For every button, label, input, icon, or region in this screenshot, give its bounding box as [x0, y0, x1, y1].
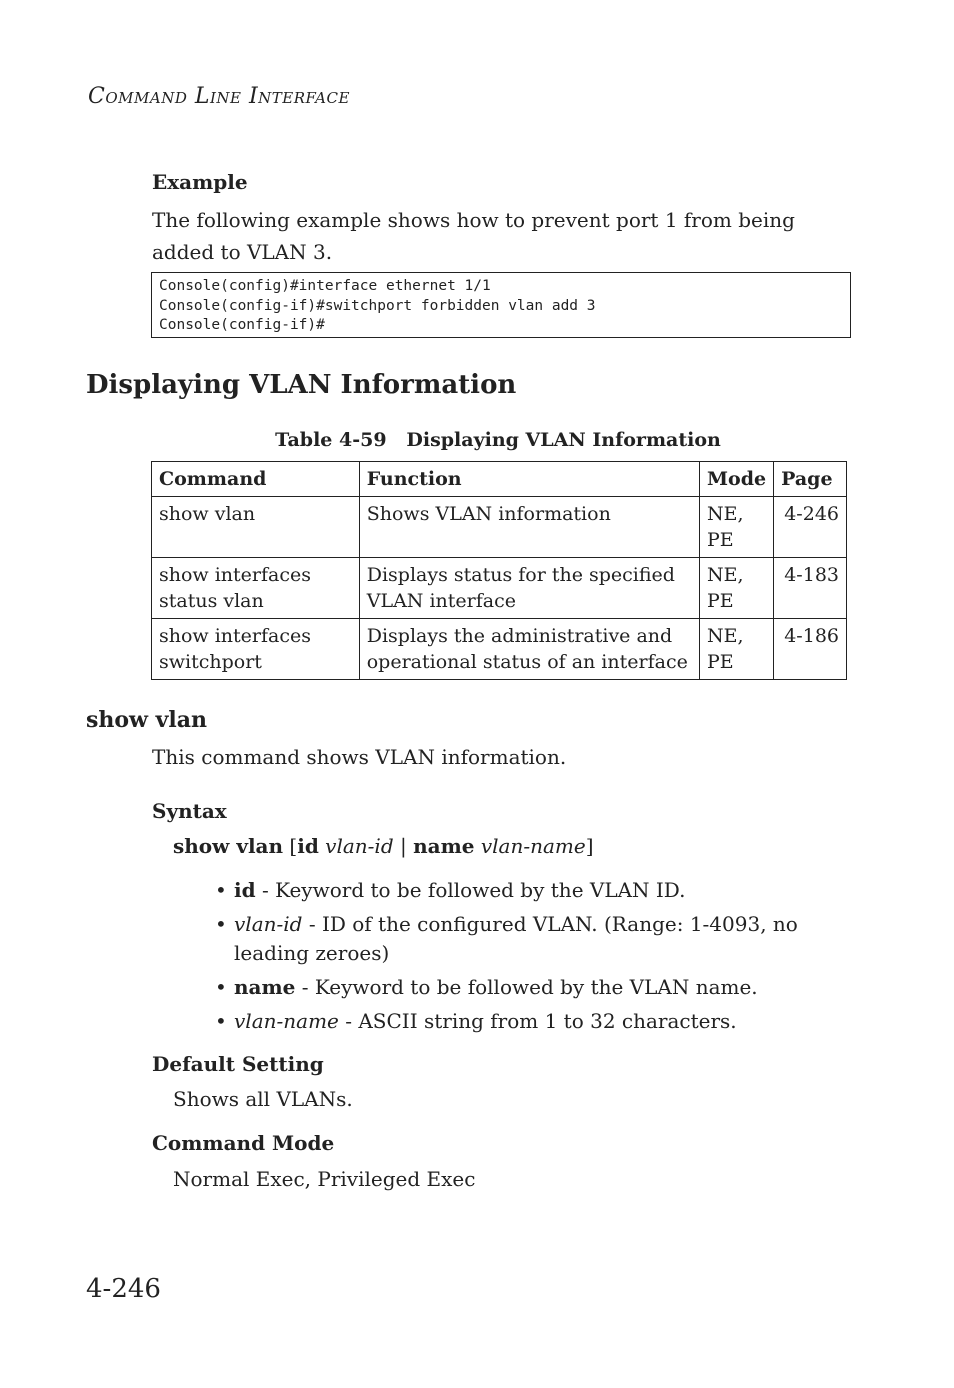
running-header: COMMAND LINE INTERFACE [88, 84, 350, 109]
cell-function: Displays the administrative and operational status of an interface [359, 619, 699, 680]
cell-mode: NE, PE [700, 558, 774, 619]
table-caption: Table 4-59 Displaying VLAN Information [275, 429, 721, 451]
command-description: This command shows VLAN information. [152, 745, 567, 769]
syntax-arg-vlan-id: vlan-id [318, 834, 394, 858]
code-line: Console(config)#interface ethernet 1/1 [159, 278, 491, 294]
bullet-icon: • [215, 912, 227, 936]
header-command: Command [152, 462, 360, 497]
syntax-arg-vlan-name: vlan-name [474, 834, 586, 858]
list-item: • name - Keyword to be followed by the VLAN name. [215, 973, 840, 1002]
syntax-command: show vlan [173, 834, 284, 858]
cell-command: show interfaces switchport [152, 619, 360, 680]
cell-command: show interfaces status vlan [152, 558, 360, 619]
cell-mode: NE, PE [700, 497, 774, 558]
bullet-icon: • [215, 1009, 227, 1033]
parameter-list [215, 876, 840, 1041]
cell-page: 4-183 [774, 558, 847, 619]
header-page: Page [774, 462, 847, 497]
command-table [151, 461, 847, 680]
cell-function: Displays status for the specified VLAN interface [359, 558, 699, 619]
cell-mode: NE, PE [700, 619, 774, 680]
cell-page: 4-246 [774, 497, 847, 558]
cell-page: 4-186 [774, 619, 847, 680]
syntax-line: show vlan [id vlan-id | name vlan-name] [173, 834, 594, 858]
syntax-heading: Syntax [152, 799, 227, 823]
syntax-keyword-id: id [297, 834, 319, 858]
command-title: show vlan [86, 707, 208, 733]
header-mode: Mode [700, 462, 774, 497]
table-row [152, 619, 847, 680]
example-heading: Example [152, 170, 248, 194]
bullet-icon: • [215, 878, 227, 902]
code-example [151, 272, 851, 338]
table-row [152, 497, 847, 558]
table-row [152, 558, 847, 619]
header-function: Function [359, 462, 699, 497]
default-setting-value: Shows all VLANs. [173, 1087, 353, 1111]
command-mode-heading: Command Mode [152, 1131, 335, 1155]
syntax-keyword-name: name [413, 834, 475, 858]
cell-command: show vlan [152, 497, 360, 558]
default-setting-heading: Default Setting [152, 1052, 324, 1076]
code-line: Console(config-if)#switchport forbidden vlan add 3 [159, 297, 596, 314]
bullet-icon: • [215, 975, 227, 999]
list-item: • id - Keyword to be followed by the VLAN ID. [215, 876, 840, 905]
cell-function: Shows VLAN information [359, 497, 699, 558]
page-number: 4-246 [86, 1274, 161, 1304]
list-item: • vlan-name - ASCII string from 1 to 32 characters. [215, 1007, 840, 1036]
command-mode-value: Normal Exec, Privileged Exec [173, 1167, 476, 1191]
table-header-row [152, 462, 847, 497]
section-title: Displaying VLAN Information [86, 370, 517, 400]
example-paragraph: The following example shows how to prevent port 1 from being added to VLAN 3. [152, 208, 795, 264]
list-item: • vlan-id - ID of the configured VLAN. (Range: 1-4093, no leading zeroes) [215, 912, 798, 965]
code-line: Console(config-if)# [159, 317, 325, 333]
